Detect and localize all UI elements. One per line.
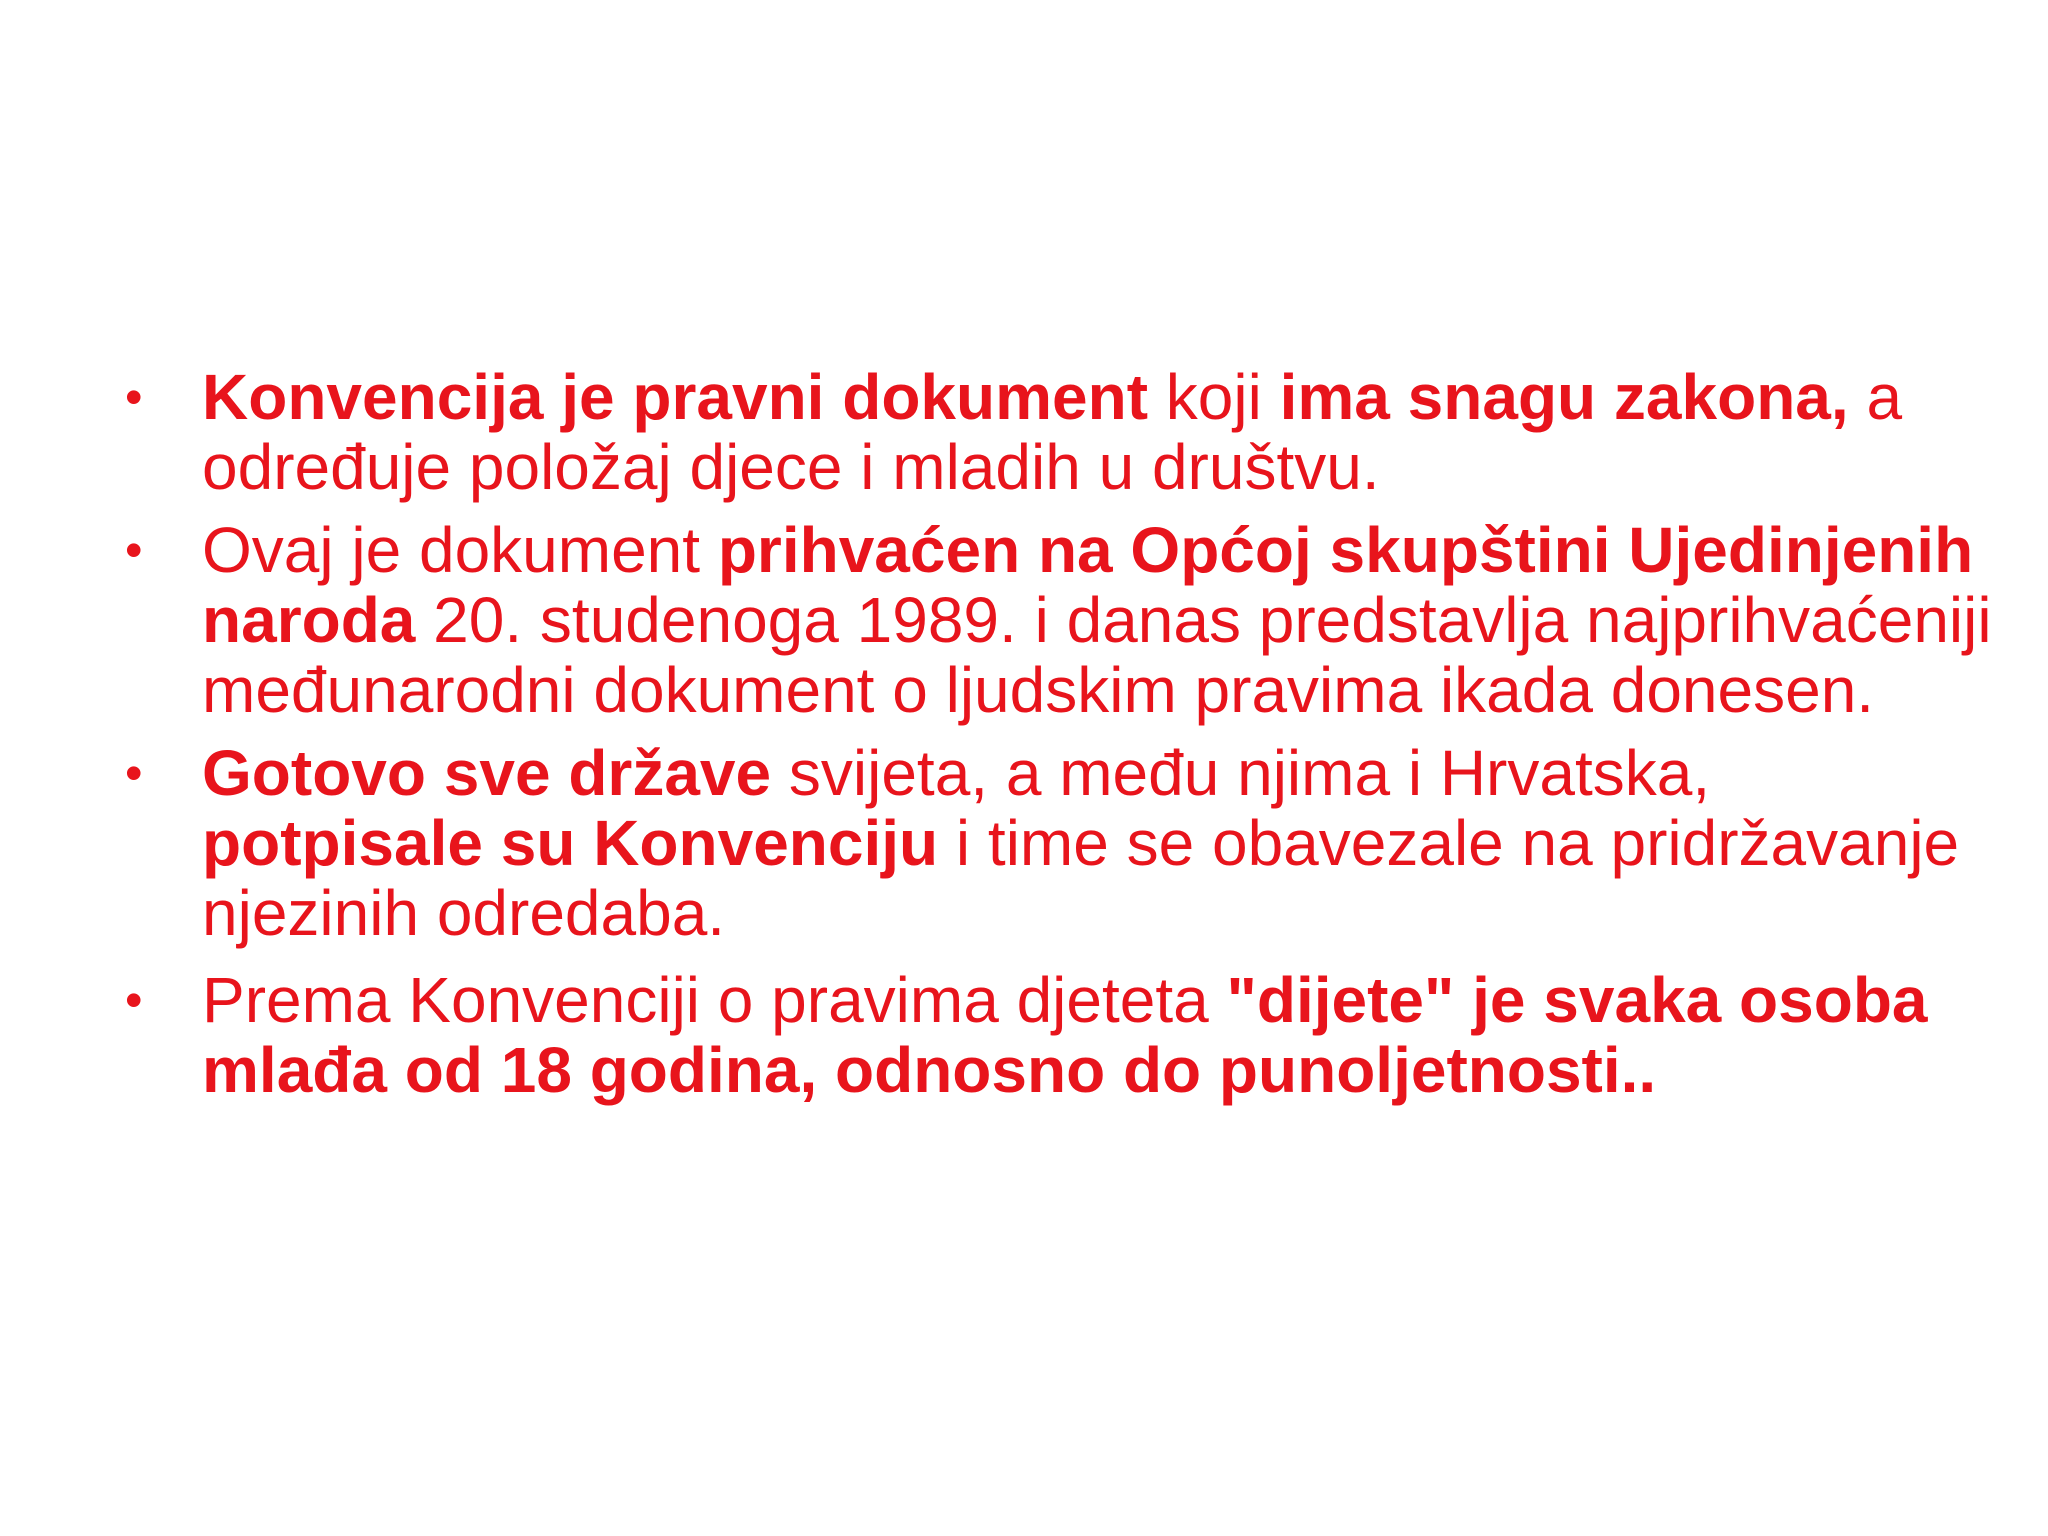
list-item: [125, 362, 2005, 502]
bullet-text: [202, 515, 2005, 725]
bullet-icon: •: [125, 522, 143, 578]
bullet-icon: •: [125, 369, 143, 425]
bullet-text: [202, 362, 2005, 502]
list-item: [125, 738, 2005, 948]
plain-text: i time se obavezale na pridržavanje njezinih odredaba.: [202, 807, 1960, 949]
bullet-text: [202, 965, 2005, 1105]
bullet-list: [125, 362, 2005, 1118]
bullet-icon: •: [125, 972, 143, 1028]
bold-text: Konvencija je pravni dokument: [202, 361, 1148, 433]
bullet-text: [202, 738, 2005, 948]
plain-text: svijeta, a među njima i Hrvatska,: [771, 737, 1711, 809]
list-item: [125, 965, 2005, 1105]
bold-text: Gotovo sve države: [202, 737, 772, 809]
plain-text: 20. studenoga 1989. i danas predstavlja najprihvaćeniji međunarodni dokument o ljudskim pravima ikada donesen.: [202, 584, 1992, 726]
bold-text: prihvaćen na Općoj skupštini Ujedinjenih naroda: [202, 514, 1974, 656]
plain-text: Ovaj je dokument: [202, 514, 718, 586]
plain-text: Prema Konvenciji o pravima djeteta: [202, 964, 1227, 1036]
bold-text: potpisale su Konvenciju: [202, 807, 939, 879]
bullet-icon: •: [125, 745, 143, 801]
bold-text: ima snagu zakona,: [1279, 361, 1849, 433]
plain-text: a određuje položaj djece i mladih u društvu.: [202, 361, 1903, 503]
list-item: [125, 515, 2005, 725]
bold-text: "dijete" je svaka osoba mlađa od 18 godina, odnosno do punoljetnosti..: [202, 964, 1928, 1106]
plain-text: koji: [1148, 361, 1280, 433]
